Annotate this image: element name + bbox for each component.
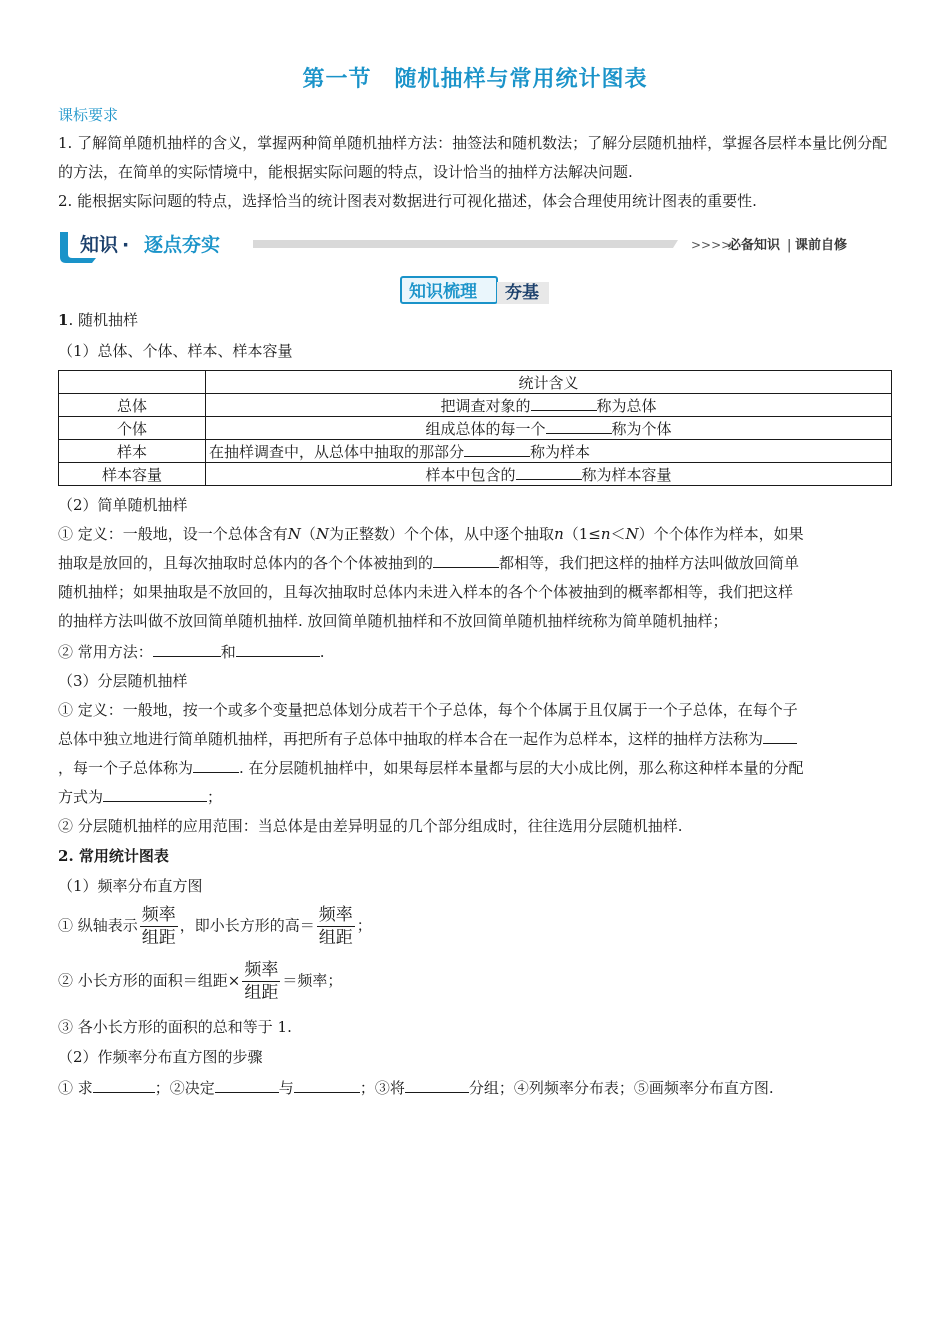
fill-blank[interactable] xyxy=(433,552,499,568)
common-methods xyxy=(58,641,325,662)
step-text: 与 xyxy=(278,1079,294,1097)
banner-right-1: 必备知识 xyxy=(728,238,781,253)
method-end: . xyxy=(319,643,325,661)
fill-blank[interactable] xyxy=(464,441,530,457)
formula-text: ＝频率； xyxy=(282,971,343,990)
histogram-steps xyxy=(58,1077,774,1098)
fill-blank[interactable] xyxy=(405,1077,469,1093)
var-n: n xyxy=(554,525,564,543)
formula-text: ； xyxy=(356,916,372,935)
fill-blank[interactable] xyxy=(516,464,582,480)
section-2-num: 2 xyxy=(58,847,69,865)
subsection-2-1: （1）频率分布直方图 xyxy=(58,877,203,895)
def-text: ① 定义：一般地，按一个或多个变量把总体划分成若干个子总体，每个个体属于且仅属于一个子总体，在每个子 xyxy=(58,701,798,719)
table-header-row xyxy=(59,371,892,394)
method-and: 和 xyxy=(220,643,236,661)
section-1-heading xyxy=(58,309,138,330)
section-1-num: 1 xyxy=(58,311,69,329)
subsection-2-2: （2）作频率分布直方图的步骤 xyxy=(58,1048,263,1066)
def-text: ① 定义：一般地，设一个总体含有 xyxy=(58,525,288,543)
fraction xyxy=(242,959,280,1004)
def-text: 的抽样方法叫做不放回简单随机抽样. 放回简单随机抽样和不放回简单随机抽样统称为简单随机抽样； xyxy=(58,612,728,630)
table-row xyxy=(59,417,892,440)
table-header-empty xyxy=(59,371,206,394)
table-term: 样本 xyxy=(59,440,206,463)
table-term: 样本容量 xyxy=(59,463,206,486)
requirement-item-1: 1. 了解简单随机抽样的含义，掌握两种简单随机抽样方法：抽签法和随机数法；了解分层随机抽样，掌握各层样本量比例分配的方法，在简单的实际情境中，能根据实际问题的特点，设计恰当的抽样方法解决问题. xyxy=(58,134,888,181)
def-text: ； xyxy=(207,788,223,806)
def-text: 总体中独立地进行简单随机抽样，再把所有子总体中抽取的样本合在一起作为总样本，这样的抽样方法称为 xyxy=(58,730,764,748)
meaning-pre: 组成总体的每一个 xyxy=(425,419,546,438)
fill-blank[interactable] xyxy=(103,786,207,802)
formula-text: ② 小长方形的面积＝组距× xyxy=(58,971,241,990)
table-row xyxy=(59,440,892,463)
simple-random-definition xyxy=(58,520,892,636)
step-text: ；③将 xyxy=(359,1079,405,1097)
meaning-post: 称为总体 xyxy=(596,396,657,415)
fill-blank[interactable] xyxy=(763,728,797,744)
var-n: n xyxy=(600,525,611,543)
meaning-post: 称为样本容量 xyxy=(581,465,672,484)
formula-3: ③ 各小长方形的面积的总和等于 1. xyxy=(58,1018,292,1036)
meaning-pre: 样本中包含的 xyxy=(425,465,516,484)
fill-blank[interactable] xyxy=(193,757,239,773)
def-text: 随机抽样；如果抽取是不放回的，且每次抽取时总体内未进入样本的各个个体被抽到的概率都相等，我们把这样 xyxy=(58,583,794,601)
table-row xyxy=(59,394,892,417)
subsection-1-2: （2）简单随机抽样 xyxy=(58,496,188,514)
method-label: ② 常用方法： xyxy=(58,643,153,661)
fraction-denominator: 组距 xyxy=(141,928,176,948)
fill-blank[interactable] xyxy=(93,1077,155,1093)
meaning-post: 称为个体 xyxy=(611,419,672,438)
var-N: N xyxy=(625,525,639,543)
concept-table xyxy=(58,370,892,486)
stratified-definition xyxy=(58,696,892,812)
fraction xyxy=(317,904,355,949)
fraction xyxy=(140,904,178,949)
stratified-range: ② 分层随机抽样的应用范围：当总体是由差异明显的几个部分组成时，往往选用分层随机抽样. xyxy=(58,817,683,835)
formula-text: ，即小长方形的高＝ xyxy=(179,916,315,935)
fill-blank[interactable] xyxy=(153,641,221,657)
formula-2 xyxy=(58,959,342,1004)
knowledge-frame xyxy=(400,276,552,306)
fill-blank[interactable] xyxy=(236,641,320,657)
page-title: 第一节 随机抽样与常用统计图表 xyxy=(302,67,648,92)
fraction-denominator: 组距 xyxy=(318,928,353,948)
requirement-item-2: 2. 能根据实际问题的特点，选择恰当的统计图表对数据进行可视化描述，体会合理使用统计图表的重要性. xyxy=(58,192,757,210)
meaning-post: 称为样本 xyxy=(530,442,591,461)
frame-tail-label: 夯基 xyxy=(505,283,539,303)
var-N: N xyxy=(315,525,330,543)
def-text: ，每一个子总体称为 xyxy=(58,759,194,777)
var-N: N xyxy=(287,525,301,543)
def-text: . 在分层随机抽样中，如果每层样本量都与层的大小成比例，那么称这种样本量的分配 xyxy=(239,759,804,777)
meaning-pre: 在抽样调查中，从总体中抽取的那部分 xyxy=(209,442,465,461)
table-meaning xyxy=(206,463,892,486)
requirements-heading: 课标要求 xyxy=(58,106,119,124)
banner-right-2: 课前自修 xyxy=(795,238,848,253)
formula-text: ① 纵轴表示 xyxy=(58,916,138,935)
def-text: 为正整数）个个体，从中逐个抽取 xyxy=(329,525,555,543)
frame-box-label: 知识梳理 xyxy=(409,282,477,302)
table-meaning xyxy=(206,440,892,463)
step-text: 分组；④列频率分布表；⑤画频率分布直方图. xyxy=(468,1079,774,1097)
fraction-numerator: 频率 xyxy=(141,905,176,925)
fraction-numerator: 频率 xyxy=(318,905,353,925)
knowledge-banner xyxy=(58,228,893,264)
table-row xyxy=(59,463,892,486)
fill-blank[interactable] xyxy=(294,1077,360,1093)
banner-arrows: >>>> xyxy=(691,238,732,252)
table-meaning xyxy=(206,394,892,417)
def-text: （ xyxy=(300,525,316,543)
table-meaning xyxy=(206,417,892,440)
def-text: 方式为 xyxy=(58,788,104,806)
step-text: ① 求 xyxy=(58,1079,93,1097)
subsection-1-3: （3）分层随机抽样 xyxy=(58,672,188,690)
table-term: 总体 xyxy=(59,394,206,417)
def-text: ＜ xyxy=(610,525,626,543)
fill-blank[interactable] xyxy=(546,418,612,434)
meaning-pre: 把调查对象的 xyxy=(440,396,531,415)
formula-1 xyxy=(58,904,372,949)
table-term: 个体 xyxy=(59,417,206,440)
fill-blank[interactable] xyxy=(215,1077,279,1093)
section-2-title: . 常用统计图表 xyxy=(68,847,169,865)
fill-blank[interactable] xyxy=(531,395,597,411)
def-text: 都相等，我们把这样的抽样方法叫做放回简单 xyxy=(499,554,800,572)
banner-left-bold: 知识 xyxy=(80,234,119,256)
banner-left-accent: 逐点夯实 xyxy=(144,234,221,256)
fraction-denominator: 组距 xyxy=(244,983,279,1003)
banner-dot: · xyxy=(122,234,130,256)
def-text: 抽取是放回的，且每次抽取时总体内的各个个体被抽到的 xyxy=(58,554,434,572)
section-1-title: . 随机抽样 xyxy=(68,311,138,329)
banner-bar xyxy=(253,240,678,248)
def-text: （1≤ xyxy=(563,525,601,543)
def-text: ）个个体作为样本，如果 xyxy=(638,525,804,543)
fraction-numerator: 频率 xyxy=(244,960,279,980)
section-2-heading xyxy=(58,845,169,866)
table-header-meaning: 统计含义 xyxy=(206,371,892,394)
subsection-1-1: （1）总体、个体、样本、样本容量 xyxy=(58,342,293,360)
banner-sep: | xyxy=(787,238,792,253)
step-text: ；②决定 xyxy=(154,1079,215,1097)
